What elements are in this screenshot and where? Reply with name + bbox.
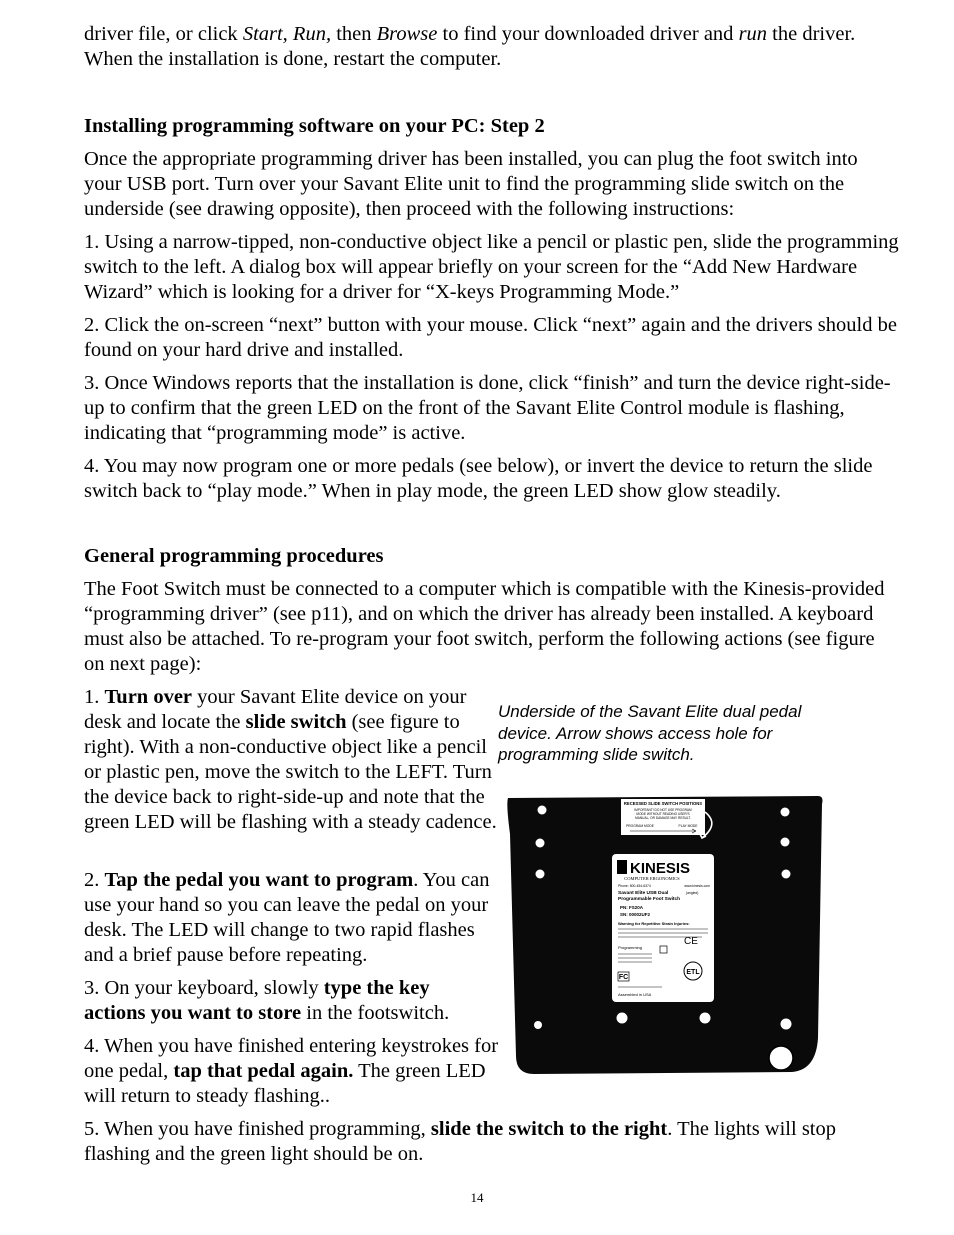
general-paragraph: The Foot Switch must be connected to a computer which is compatible with the Kinesis-provided “programming driver” (see p11), and on which the driver has already been installed. A keyboard must also be attached. To re-program your foot switch, perform the following actions (see figure on next page): [84,578,885,675]
switch-warning: IMPORTANT! DO NOT USE PROGRAM [634,808,692,812]
step-text: in the footswitch. [301,1002,450,1024]
brand-subtitle: COMPUTER ERGONOMICS [624,876,680,881]
step-bold: Turn over [104,686,193,708]
screw-hole [538,806,547,815]
ce-mark: CE [684,936,698,947]
step-bold: Tap the pedal you want to program [104,869,414,891]
step-bold: slide the switch to the right [430,1118,668,1140]
play-mode-label: PLAY MODE [678,824,698,828]
intro-text: to find your downloaded driver and [437,23,739,45]
step-text: 3. On your keyboard, slowly [84,977,324,999]
step-text: . You can use your hand so you can leave the pedal on your desk. The LED will change to two rapid flashes and a brief pause before repeating. [84,869,490,966]
step-bold: type the key actions you want to store [84,977,430,1024]
step2-item-1: 1. Using a narrow-tipped, non-conductive object like a pencil or plastic pen, slide the programming switch to the left. A dialog box will appear briefly on your screen for the “Add New Hardware Wizard” which is looking for a driver for “X-keys Programming Mode.” [84,231,899,303]
intro-italic-start-run: Start, Run, [242,23,332,45]
etl-mark-text: ETL [686,969,700,976]
step2-item-2: 2. Click the on-screen “next” button with your mouse. Click “next” again and the drivers should be found on your hard drive and installed. [84,314,897,361]
screw-hole [781,1019,792,1030]
step-text: 2. [84,869,105,891]
label-product-note: (angled) [686,891,699,895]
label-warning: Warning for Repetitive Strain Injuries: [618,921,690,926]
switch-warning: MODE WITHOUT READING USER'S [636,812,690,816]
brand-logo-text: KINESIS [629,860,691,877]
switch-label [621,799,705,835]
step2-heading: Installing programming software on your PC: Step 2 [84,115,545,137]
fcc-mark-text: FC [618,974,629,981]
switch-title: RECESSED SLIDE SWITCH POSITIONS [623,801,703,806]
intro-italic-browse: Browse [376,23,438,45]
general-step-5 [84,1117,900,1167]
logo-mark-icon [617,860,627,874]
step-text: 5. When you have finished programming, [84,1118,431,1140]
screw-hole [781,808,790,817]
screw-hole [536,839,545,848]
intro-text: the driver. When the installation is done, restart the computer. [84,23,856,70]
label-programming: Programming [618,945,643,950]
label-part-number: PN: FS20A [620,905,644,910]
intro-text: then [331,23,377,45]
screw-hole [534,1021,542,1029]
label-serial-number: SN: 00002UF2 [620,912,651,917]
screw-hole [781,838,790,847]
intro-italic-run: run [738,23,768,45]
foot-pad [769,1046,793,1070]
label-web: www.kinesis.com [684,884,710,888]
step-bold: tap that pedal again. [173,1060,354,1082]
step-text: your Savant Elite device on your desk and locate the [84,686,467,733]
step2-paragraph: Once the appropriate programming driver has been installed, you can plug the foot switch into your USB port. Turn over your Savant Elite unit to find the programming slide switch on the underside (see drawing opposite), then proceed with the following instructions: [84,148,858,220]
step-text: 1. [84,686,105,708]
label-assembled: Assembled in USA [618,992,652,997]
figure-caption: Underside of the Savant Elite dual pedal device. Arrow shows access hole for programming slide switch. [498,702,802,764]
foot-switch-underside-figure [502,794,824,1076]
step-text: 4. When you have finished entering keystrokes for one pedal, [84,1035,499,1082]
general-step-2 [84,868,504,968]
step-text: (see figure to right). With a non-conductive object like a pencil or plastic pen, move the switch to the LEFT. Turn the device back to right-side-up and note that the green LED will be flashing with a steady cadence. [84,711,497,833]
label-product-type: Programmable Foot Switch [618,897,681,902]
step2-item-3: 3. Once Windows reports that the installation is done, click “finish” and turn the device right-side-up to confirm that the green LED on the front of the Savant Elite Control module is flashing, indicating that “programming mode” is active. [84,372,891,444]
general-step-3 [84,976,484,1026]
step-text: The green LED will return to steady flashing.. [84,1060,486,1107]
program-mode-label: PROGRAM MODE [626,824,654,828]
step-text: . The lights will stop flashing and the green light should be on. [84,1118,836,1165]
screw-hole [782,870,791,879]
general-step-1 [84,685,504,835]
intro-text: driver file, or click [84,23,243,45]
step2-item-4: 4. You may now program one or more pedals (see below), or invert the device to return the slide switch back to “play mode.” When in play mode, the green LED show glow steadily. [84,455,873,502]
general-step-4 [84,1034,499,1109]
screw-hole [617,1013,628,1024]
product-label [612,854,714,1002]
general-heading: General programming procedures [84,545,384,567]
label-phone: Phone: 800-454-6374 [618,884,651,888]
screw-hole [700,1013,711,1024]
label-product: Savant Elite USB Dual [618,891,669,896]
page-number: 14 [470,1190,484,1205]
screw-hole [536,870,545,879]
step-bold: slide switch [245,711,347,733]
intro-paragraph [84,22,900,72]
switch-warning: MANUAL, OR DAMAGE MAY RESULT. [635,816,691,820]
